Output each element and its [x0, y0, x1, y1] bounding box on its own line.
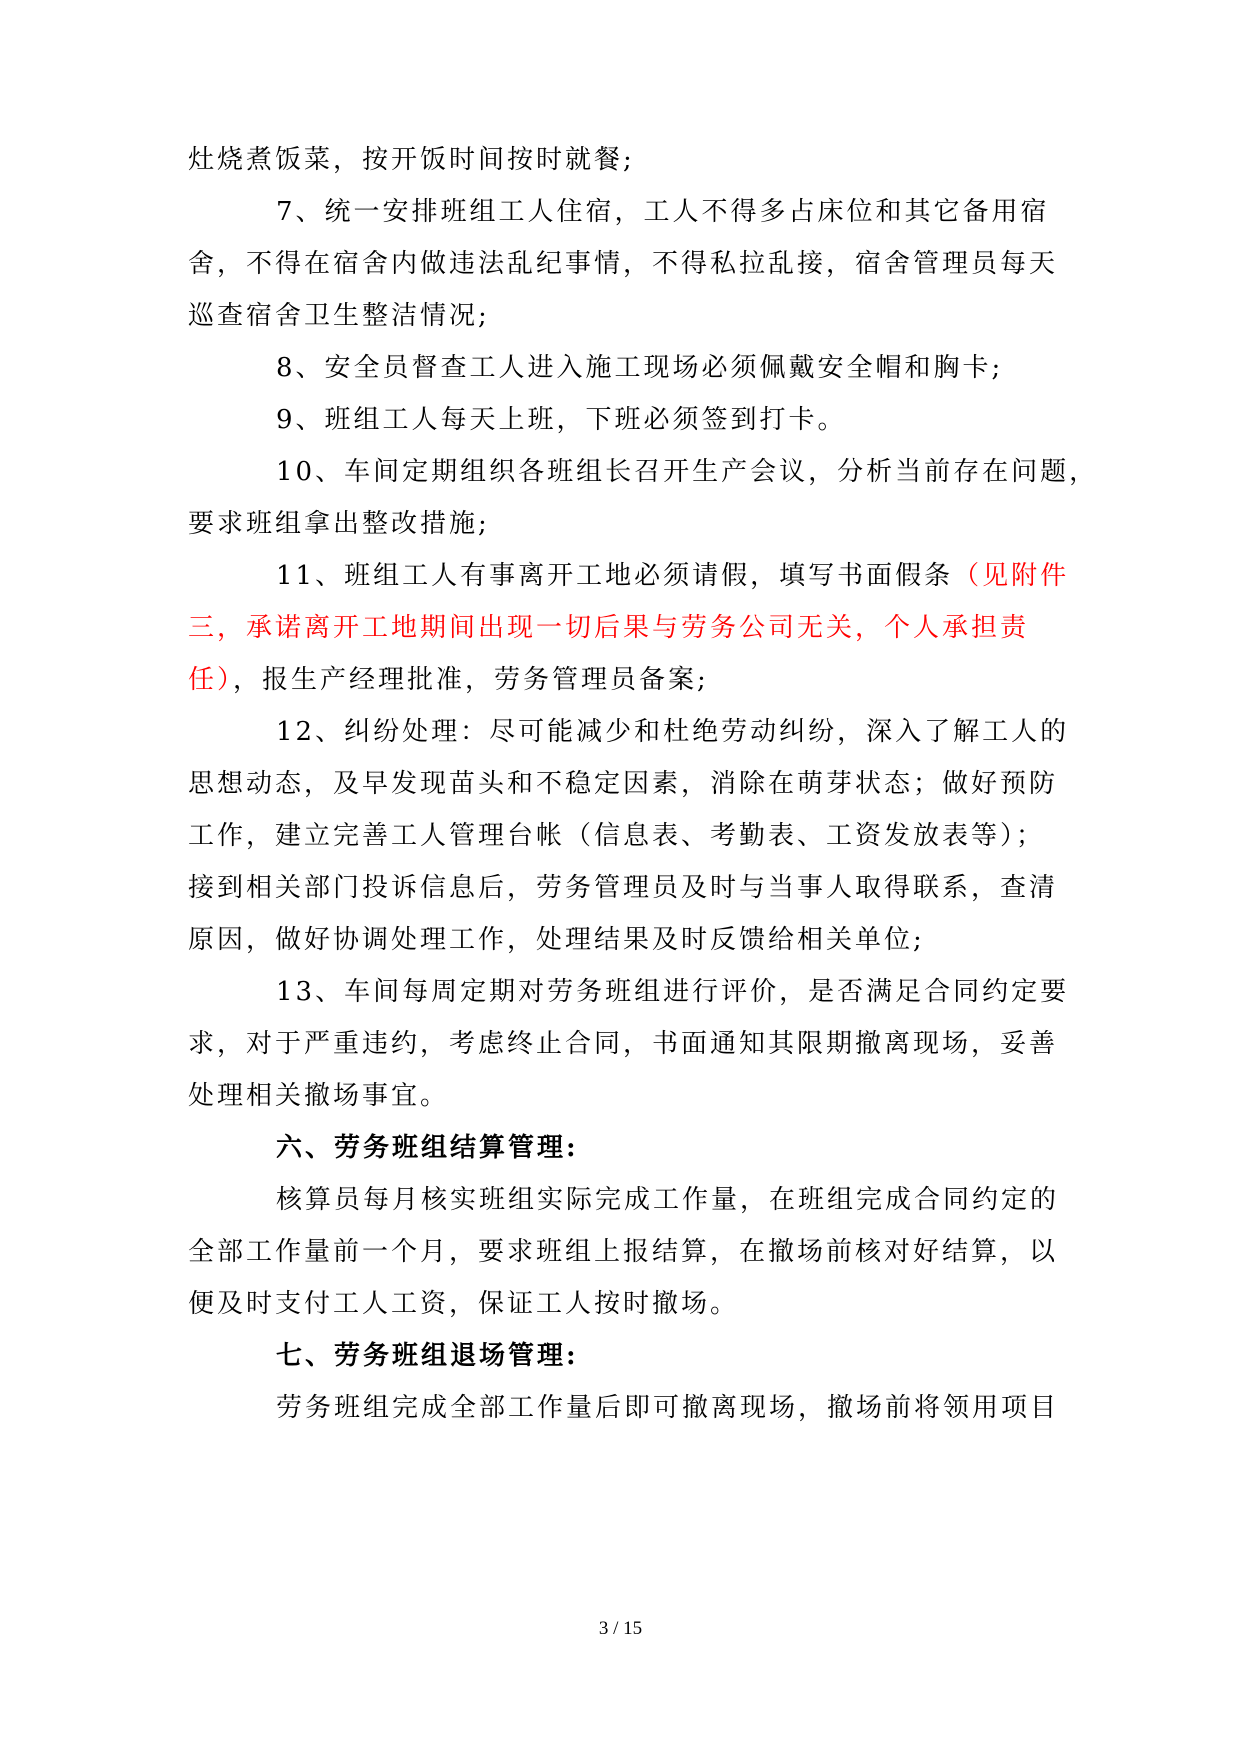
section-6-line-3: 便及时支付工人工资，保证工人按时撤场。 — [188, 1289, 740, 1319]
section-6-heading: 六、劳务班组结算管理: — [276, 1133, 579, 1163]
section-6-line-1: 核算员每月核实班组实际完成工作量，在班组完成合同约定的 — [276, 1185, 1060, 1215]
item-11-attachment-note-start: （见附件 — [953, 561, 1070, 591]
item-11-line-1 — [276, 554, 1069, 598]
item-9: 9、班组工人每天上班，下班必须签到打卡。 — [276, 405, 847, 435]
item-12-line-5: 原因，做好协调处理工作，处理结果及时反馈给相关单位; — [188, 925, 925, 955]
item-11-attachment-note: 三，承诺离开工地期间出现一切后果与劳务公司无关，个人承担责 — [188, 613, 1030, 643]
item-10-line-2: 要求班组拿出整改措施; — [188, 509, 490, 539]
item-11-line-3 — [188, 658, 709, 702]
item-10-line-1: 10、车间定期组织各班组长召开生产会议，分析当前存在问题， — [276, 457, 1099, 487]
item-12-line-4: 接到相关部门投诉信息后，劳务管理员及时与当事人取得联系，查清 — [188, 873, 1059, 903]
item-13-line-3: 处理相关撤场事宜。 — [188, 1081, 450, 1111]
section-6-line-2: 全部工作量前一个月，要求班组上报结算，在撤场前核对好结算，以 — [188, 1237, 1059, 1267]
item-7-line-2: 舍，不得在宿舍内做违法乱纪事情，不得私拉乱接，宿舍管理员每天 — [188, 249, 1059, 279]
item-7-line-3: 巡查宿舍卫生整洁情况; — [188, 301, 490, 331]
paragraph-6-end: 灶烧煮饭菜，按开饭时间按时就餐; — [188, 145, 635, 175]
item-11-approval: ，报生产经理批准，劳务管理员备案; — [233, 665, 709, 695]
page-number: 3 / 15 — [598, 1618, 643, 1639]
item-8: 8、安全员督查工人进入施工现场必须佩戴安全帽和胸卡; — [276, 353, 1004, 383]
item-13-line-1: 13、车间每周定期对劳务班组进行评价，是否满足合同约定要 — [276, 977, 1070, 1007]
section-7-heading: 七、劳务班组退场管理: — [276, 1341, 579, 1371]
item-7-line-1: 7、统一安排班组工人住宿，工人不得多占床位和其它备用宿 — [276, 197, 1050, 227]
item-12-line-2: 思想动态，及早发现苗头和不稳定因素，消除在萌芽状态；做好预防 — [188, 769, 1059, 799]
item-12-line-3: 工作，建立完善工人管理台帐（信息表、考勤表、工资发放表等）； — [188, 821, 1046, 851]
item-12-line-1: 12、纠纷处理：尽可能减少和杜绝劳动纠纷，深入了解工人的 — [276, 717, 1070, 747]
item-11-text: 11、班组工人有事离开工地必须请假，填写书面假条 — [276, 561, 954, 591]
item-13-line-2: 求，对于严重违约，考虑终止合同，书面通知其限期撤离现场，妥善 — [188, 1029, 1059, 1059]
section-7-line-1: 劳务班组完成全部工作量后即可撤离现场，撤场前将领用项目 — [276, 1393, 1060, 1423]
item-11-attachment-note-end: 任） — [188, 665, 234, 695]
